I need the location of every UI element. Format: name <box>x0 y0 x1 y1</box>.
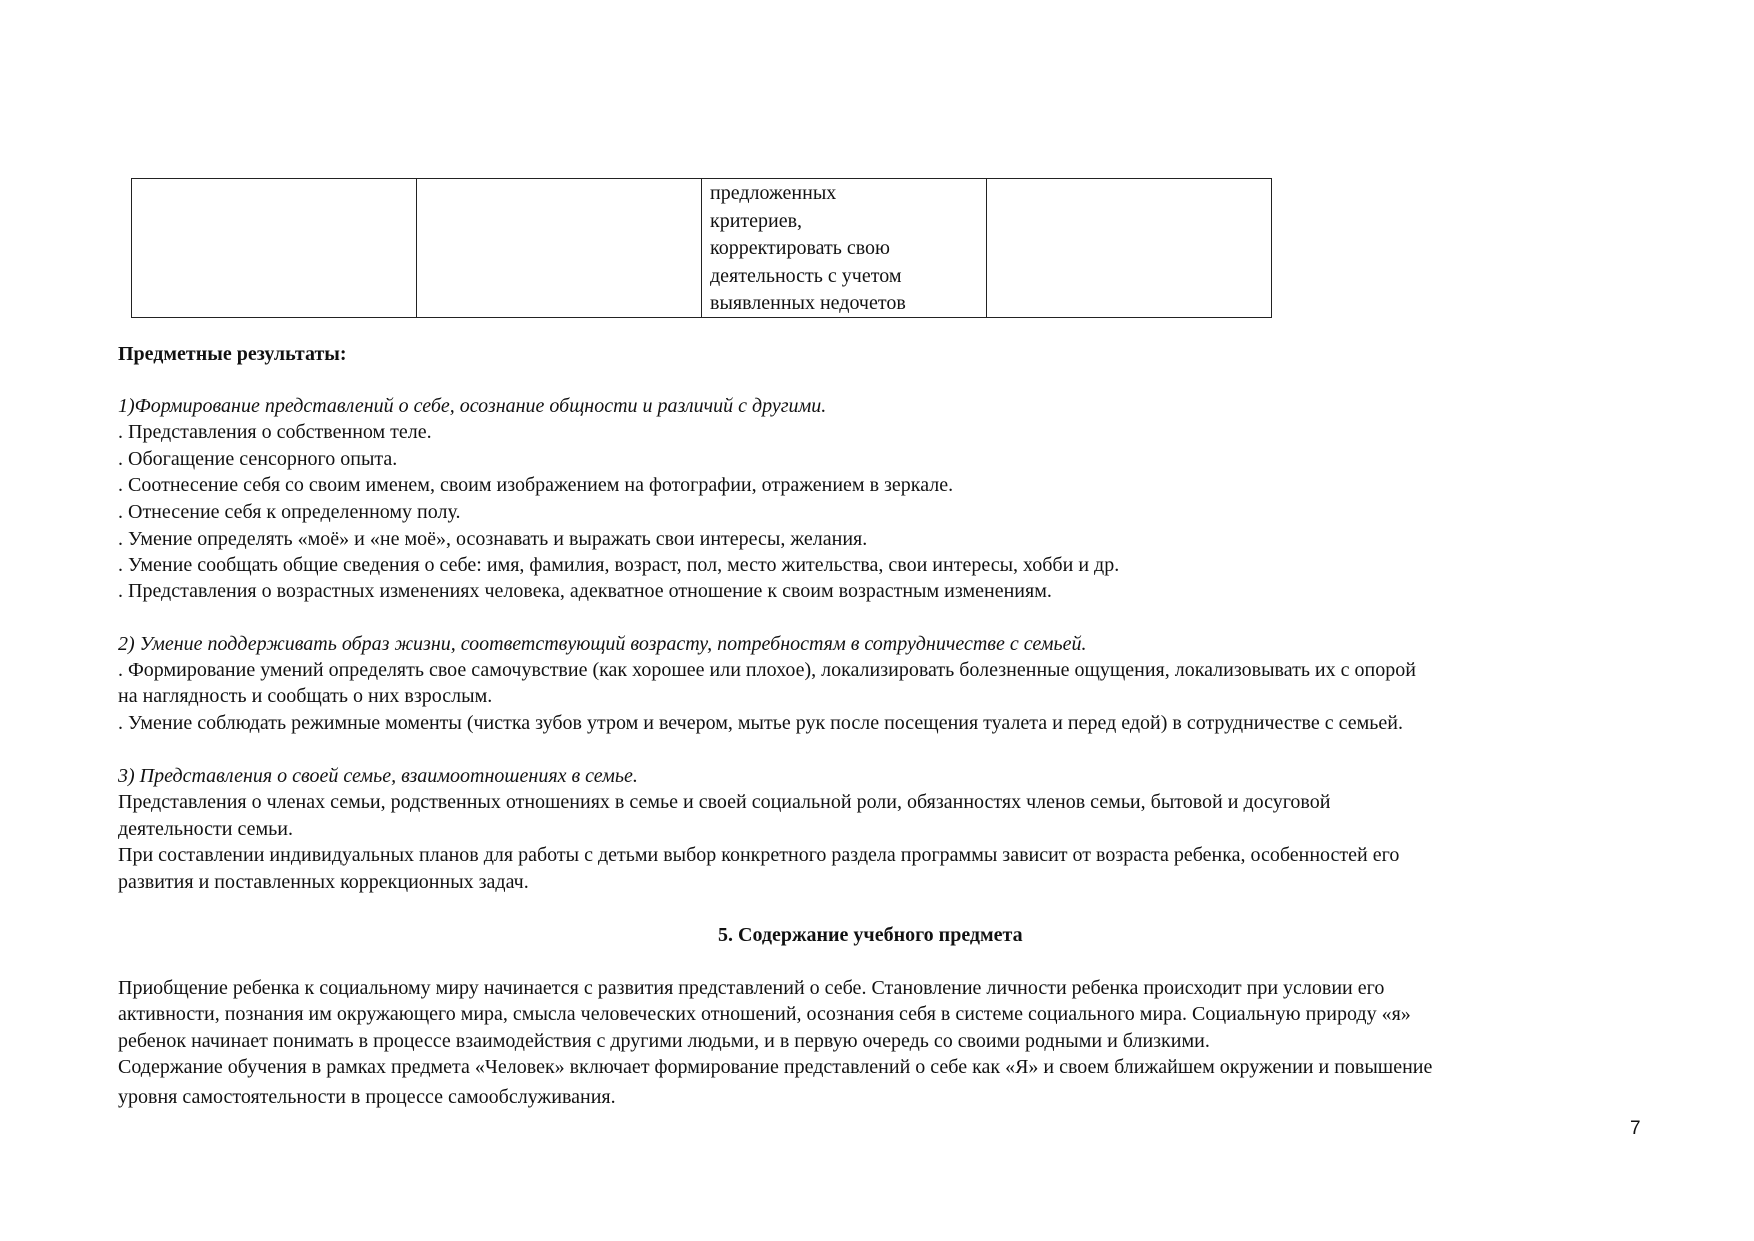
section-1-title: 1)Формирование представлений о себе, осознание общности и различий с другими. <box>118 395 827 417</box>
section-3-title: 3) Представления о своей семье, взаимоотношениях в семье. <box>118 765 638 787</box>
section-5-line: уровня самостоятельности в процессе самообслуживания. <box>118 1086 616 1108</box>
table-row <box>132 179 1272 318</box>
table-cell <box>702 179 987 318</box>
section-5-heading: 5. Содержание учебного предмета <box>718 924 1023 946</box>
table-cell <box>987 179 1272 318</box>
page-number: 7 <box>1630 1118 1641 1139</box>
section-5-line: Приобщение ребенка к социальному миру начинается с развития представлений о себе. Становление личности ребенка происходит при условии его <box>118 977 1385 999</box>
cell-line: предложенных <box>710 182 837 204</box>
section-5-line: ребенок начинает понимать в процессе взаимодействия с другими людьми, и в первую очередь со своими родными и близкими. <box>118 1030 1210 1052</box>
section-3-line: Представления о членах семьи, родственных отношениях в семье и своей социальной роли, обязанностях членов семьи, бытовой и досуговой <box>118 791 1331 813</box>
cell-line: критериев, <box>710 209 803 232</box>
cell-line: выявленных недочетов <box>710 292 906 314</box>
table-cell <box>132 179 417 318</box>
section-3-line: деятельности семьи. <box>118 818 293 840</box>
cell-line: деятельность с учетом <box>710 264 902 287</box>
section-1-line: . Обогащение сенсорного опыта. <box>118 448 398 470</box>
section-1-line: . Умение сообщать общие сведения о себе: имя, фамилия, возраст, пол, место жительства, свои интересы, хобби и др. <box>118 554 1120 576</box>
section-1-line: . Представления о собственном теле. <box>118 421 432 443</box>
section-1-line: . Представления о возрастных изменениях человека, адекватное отношение к своим возрастным изменениям. <box>118 580 1052 602</box>
results-table <box>131 178 1272 318</box>
section-1-line: . Умение определять «моё» и «не моё», осознавать и выражать свои интересы, желания. <box>118 528 868 550</box>
table-cell <box>417 179 702 318</box>
section-5-line: активности, познания им окружающего мира, смысла человеческих отношений, осознания себя в системе социального мира. Социальную природу «я» <box>118 1003 1411 1025</box>
subject-results-heading: Предметные результаты: <box>118 343 347 365</box>
section-3-line: При составлении индивидуальных планов для работы с детьми выбор конкретного раздела программы зависит от возраста ребенка, особенностей его <box>118 844 1400 866</box>
section-2-title: 2) Умение поддерживать образ жизни, соответствующий возрасту, потребностям в сотрудничестве с семьей. <box>118 633 1087 655</box>
section-1-line: . Соотнесение себя со своим именем, своим изображением на фотографии, отражением в зеркале. <box>118 474 954 496</box>
section-3-line: развития и поставленных коррекционных задач. <box>118 871 529 893</box>
section-1-line: . Отнесение себя к определенному полу. <box>118 501 461 523</box>
cell-line: корректировать свою <box>710 237 890 259</box>
section-2-line: на наглядность и сообщать о них взрослым. <box>118 685 493 707</box>
section-2-line: . Умение соблюдать режимные моменты (чистка зубов утром и вечером, мытье рук после посещения туалета и перед едой) в сотрудничестве с семьей. <box>118 712 1403 734</box>
section-2-line: . Формирование умений определять свое самочувствие (как хорошее или плохое), локализировать болезненные ощущения, локализовывать их с опорой <box>118 659 1416 681</box>
section-5-line: Содержание обучения в рамках предмета «Человек» включает формирование представлений о себе как «Я» и своем ближайшем окружении и повышение <box>118 1056 1433 1078</box>
